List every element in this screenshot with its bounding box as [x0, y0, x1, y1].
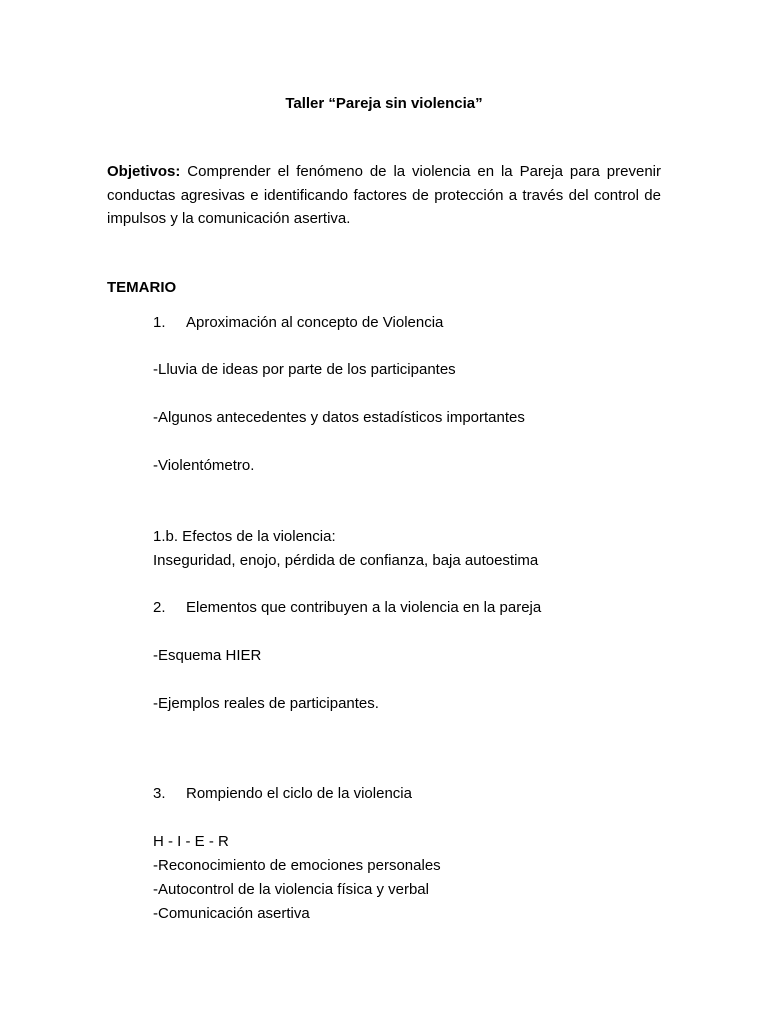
objectives-text: Comprender el fenómeno de la violencia en la Pareja para prevenir conductas agresivas e identificando factores de protección a través del control de impulsos y la comunicación asertiva.	[107, 163, 661, 227]
section-1-title: Aproximación al concepto de Violencia	[186, 314, 444, 331]
section-1b-text: Inseguridad, enojo, pérdida de confianza, baja autoestima	[153, 552, 539, 569]
section-2-title: Elementos que contribuyen a la violencia en la pareja	[186, 599, 542, 616]
section-2-heading	[153, 598, 541, 618]
section-3-number: 3.	[153, 785, 166, 802]
section-1b-heading: 1.b. Efectos de la violencia:	[153, 528, 336, 545]
section-3-item: -Comunicación asertiva	[153, 905, 310, 922]
temario-heading: TEMARIO	[107, 279, 177, 296]
hier-acronym: H - I - E - R	[153, 833, 229, 850]
objectives-label: Objetivos:	[107, 163, 181, 180]
section-1-number: 1.	[153, 314, 166, 331]
section-3-item: -Autocontrol de la violencia física y verbal	[153, 881, 429, 898]
section-2-number: 2.	[153, 599, 166, 616]
document-title: Taller “Pareja sin violencia”	[285, 95, 483, 112]
section-3-heading	[153, 784, 412, 804]
section-1-item: -Algunos antecedentes y datos estadísticos importantes	[153, 409, 525, 426]
section-2-item: -Esquema HIER	[153, 647, 262, 664]
section-3-title: Rompiendo el ciclo de la violencia	[186, 785, 412, 802]
objectives-paragraph	[107, 160, 661, 231]
section-1-item: -Violentómetro.	[153, 457, 255, 474]
section-2-item: -Ejemplos reales de participantes.	[153, 695, 379, 712]
section-1-item: -Lluvia de ideas por parte de los participantes	[153, 361, 456, 378]
section-3-item: -Reconocimiento de emociones personales	[153, 857, 441, 874]
section-1-heading	[153, 313, 443, 333]
